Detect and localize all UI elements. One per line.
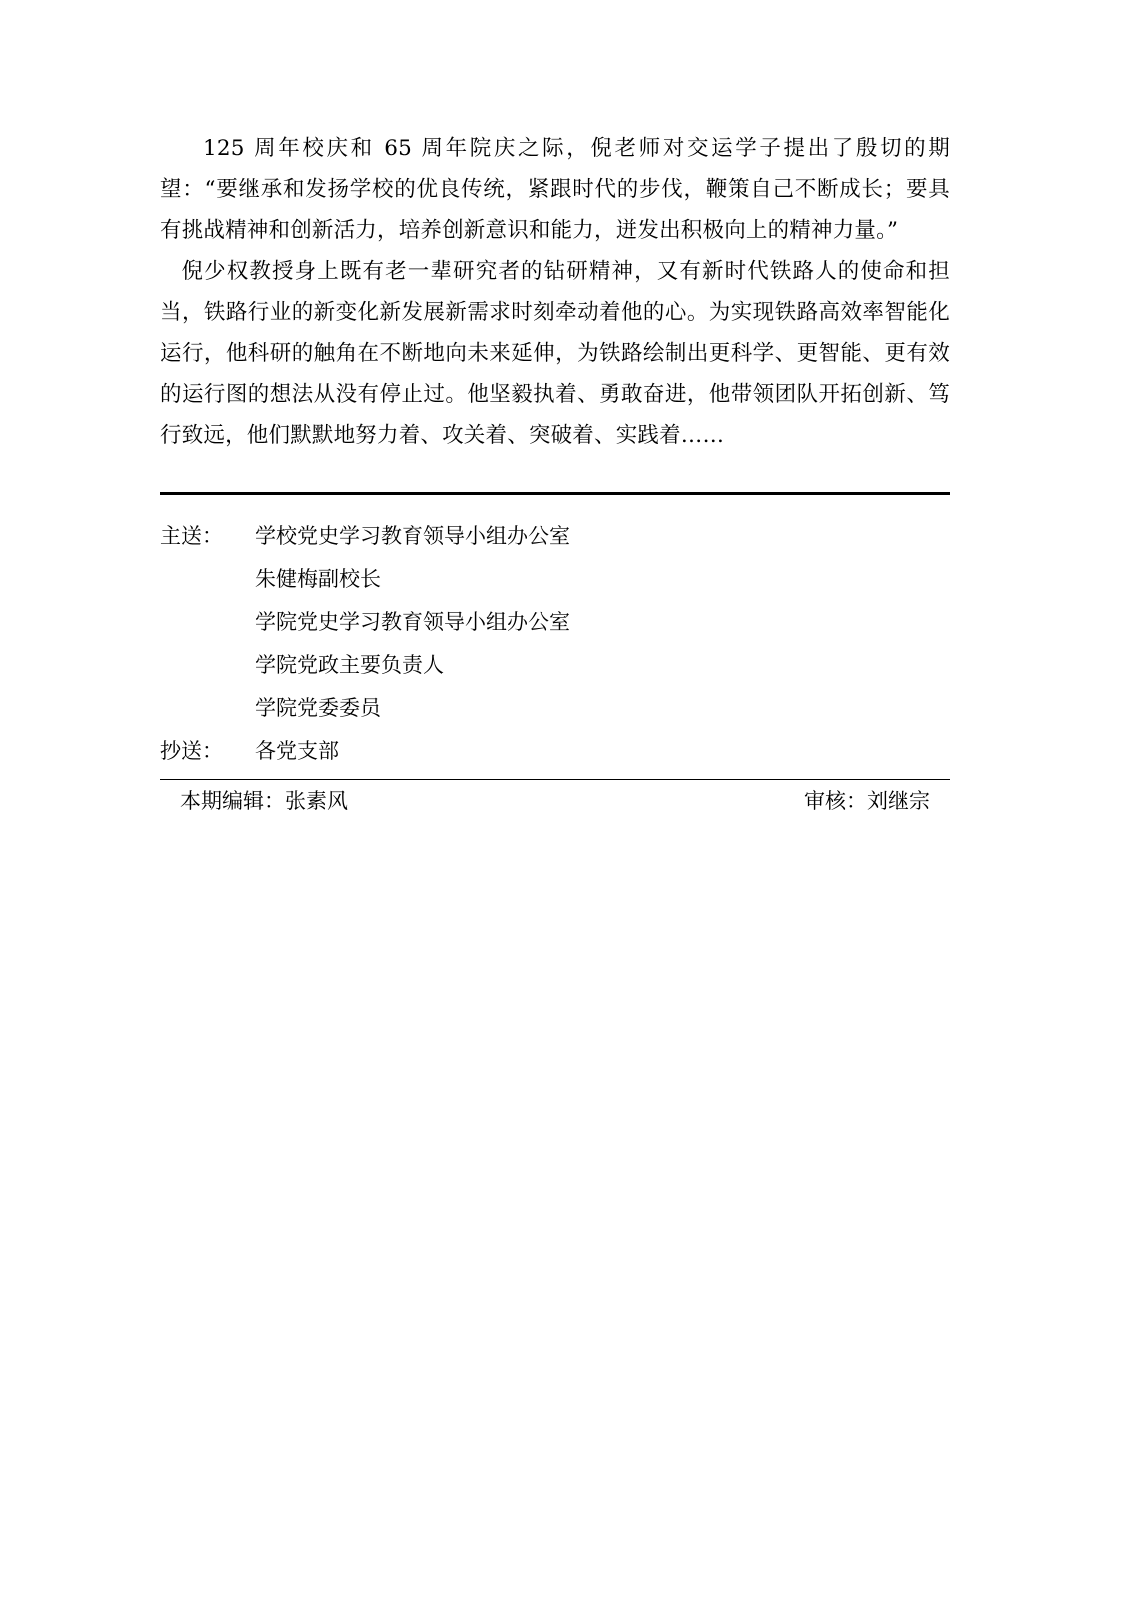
distribution-primary-label: 主送： (160, 524, 223, 548)
divider-top (160, 492, 950, 495)
distribution-item: 学院党政主要负责人 (255, 653, 444, 677)
distribution-block (160, 515, 950, 773)
distribution-copy-value: 各党支部 (255, 739, 339, 763)
footer-editor: 本期编辑：张素风 (180, 789, 348, 813)
distribution-item: 学院党委委员 (255, 696, 381, 720)
distribution-primary-row (160, 515, 950, 558)
distribution-item: 学院党史学习教育领导小组办公室 (255, 610, 570, 634)
footer (180, 786, 930, 816)
distribution-item: 朱健梅副校长 (255, 567, 381, 591)
distribution-copy-row (160, 730, 950, 773)
paragraph-1: 125 周年校庆和 65 周年院庆之际，倪老师对交运学子提出了殷切的期望：“要继承和发扬学校的优良传统，紧跟时代的步伐，鞭策自己不断成长；要具有挑战精神和创新活力，培养创新意识和能力，迸发出积极向上的精神力量。” (160, 136, 950, 243)
body-content (160, 128, 950, 456)
distribution-item: 学校党史学习教育领导小组办公室 (255, 524, 570, 548)
divider-bottom (160, 779, 950, 780)
distribution-copy-label: 抄送： (160, 739, 223, 763)
footer-reviewer: 审核：刘继宗 (804, 789, 930, 813)
paragraph-2: 倪少权教授身上既有老一辈研究者的钻研精神，又有新时代铁路人的使命和担当，铁路行业的新变化新发展新需求时刻牵动着他的心。为实现铁路高效率智能化运行，他科研的触角在不断地向未来延伸，为铁路绘制出更科学、更智能、更有效的运行图的想法从没有停止过。他坚毅执着、勇敢奋进，他带领团队开拓创新、笃行致远，他们默默地努力着、攻关着、突破着、实践着…… (160, 259, 950, 448)
